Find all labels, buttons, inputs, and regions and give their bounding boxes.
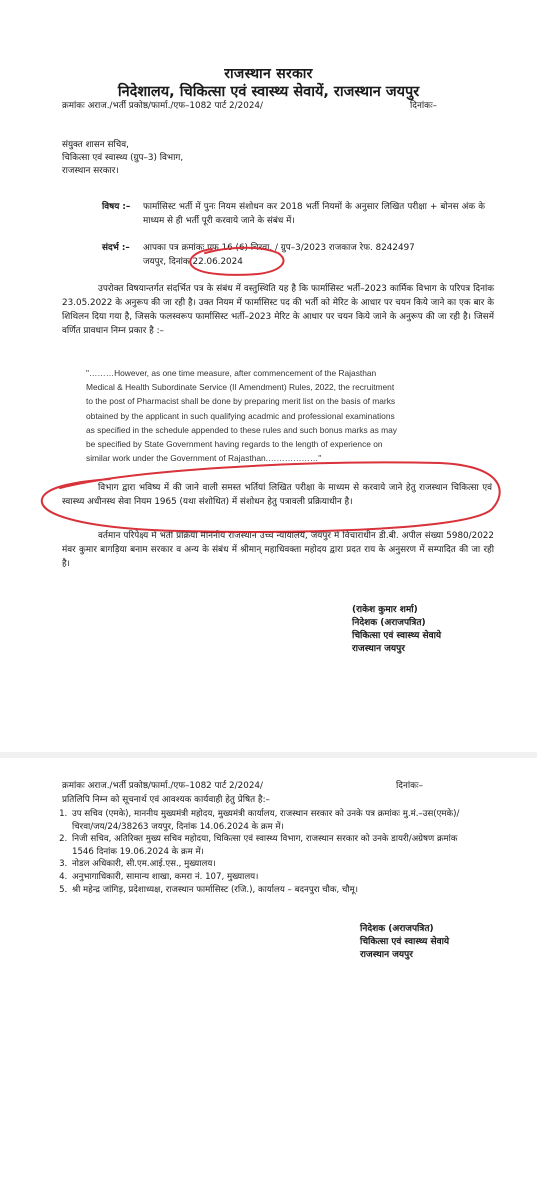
reference-line: आपका पत्र क्रमांकः एफ 16 (6) चिरवा. / ग्रुप–3/2023 राजकाज रेफ. 8242497 xyxy=(143,243,415,253)
reference-number: क्रमांकः अराज./भर्ती प्रकोष्ठ/फार्मा./एफ–1082 पार्ट 2/2024/ xyxy=(62,101,263,111)
addressee-line: राजस्थान सरकार। xyxy=(62,166,119,176)
paragraph-3: वर्तमान परिपेक्ष्य में भर्ती प्रक्रिया माननीय राजस्थान उच्च न्यायालय, जयपुर में विचाराधीन डी.बी. अपील संख्या 5980/2022 मंवर कुमार बागड़िया बनाम सरकार व अन्य के संबंध में श्रीमान् महाधिवक्ता महोदय द्वारा प्रदत राय के अनुसरण में सम्पादित की जा रही है। xyxy=(62,531,494,569)
recipient-item: 1. उप सचिव (एमके), माननीय मुख्यमंत्री महोदय, मुख्यमंत्री कार्यालय, राजस्थान सरकार को उनके पत्र क्रमांकः मु.मं.–उस(एमके)/चिरवा/जय/24/38263 जयपुर, दिनांक 14.06.2024 के क्रम में। xyxy=(70,808,463,833)
copy-page xyxy=(0,758,537,1200)
date-circle-annotation xyxy=(190,248,283,275)
copy-intro: प्रतिलिपि निम्न को सूचनार्थ एवं आवश्यक कार्यवाही हेतु प्रेषित है:– xyxy=(62,795,270,805)
date-label: दिनांकः– xyxy=(410,101,438,111)
quote-line: to the post of Pharmacist shall be done by preparing merit list on the basis of marks xyxy=(86,396,396,407)
signatory-location: राजस्थान जयपुर xyxy=(352,644,405,654)
copy-reference-number: क्रमांकः अराज./भर्ती प्रकोष्ठ/फार्मा./एफ–1082 पार्ट 2/2024/ xyxy=(62,781,263,791)
recipient-item: 4. अनुभागाधिकारी, सामान्य शाखा, कमरा नं. 107, मुख्यालय। xyxy=(70,871,463,884)
paragraph-ellipse-annotation xyxy=(42,462,500,531)
quote-line: similar work under the Government of Rajasthan.………………" xyxy=(86,453,322,464)
quote-line: "………However, as one time measure, after commencement of the Rajasthan xyxy=(86,368,377,378)
directorate-heading: निदेशालय, चिकित्सा एवं स्वास्थ्य सेवायें, राजस्थान जयपुर xyxy=(117,84,420,100)
copy-date-label: दिनांकः– xyxy=(396,781,424,791)
subject-text: फार्मासिस्ट भर्ती में पुनः नियम संशोधन कर 2018 भर्ती नियमों के अनुसार लिखित परीक्षा + बोनस अंक के माध्यम से ही भर्ती पूरी करवाये जाने के संबंध में। xyxy=(143,202,485,226)
recipient-item: 5. श्री महेन्द्र जांगिड़, प्रदेशाध्यक्ष, राजस्थान फार्मासिस्ट (रजि.), कार्यालय – बदनपुरा चौक, चौमू। xyxy=(70,884,463,897)
quote-line: Medical & Health Subordinate Service (II Amendment) Rules, 2022, the recruitment xyxy=(86,382,395,393)
signatory-title: निदेशक (अराजपत्रित) xyxy=(352,618,426,628)
quote-line: obtained by the applicant in such qualifying acadmic and professional examinations xyxy=(86,410,395,421)
recipient-item: 3. नोडल अधिकारी, सी.एम.आई.एस., मुख्यालय। xyxy=(70,858,463,871)
copy-signatory-location: राजस्थान जयपुर xyxy=(360,950,413,960)
reference-date: 22.06.2024 xyxy=(192,257,243,267)
government-name: राजस्थान सरकार xyxy=(224,66,313,82)
paragraph-1: उपरोक्त विषयान्तर्गत संदर्भित पत्र के संबंध में वस्तुस्थिति यह है कि फार्मासिस्ट भर्ती–2023 कार्मिक विभाग के परिपत्र दिनांक 23.05.2022 के अनुरूप की जा रही है। उक्त नियम में फार्मासिस्ट पद की भर्ती को मेरिट के आधार पर चयन किये जाने का एक बार के शिथिलन दिया गया है, जिसके फलस्वरूप फार्मासिस्ट भर्ती–2023 मेरिट के आधार पर चयन किये जाने के अनुरूप की जा रही है। जिसमें वर्णित प्रावधान निम्न प्रकार है :– xyxy=(62,284,494,336)
addressee-line: चिकित्सा एवं स्वास्थ्य (ग्रुप–3) विभाग, xyxy=(62,153,184,163)
signatory-name: (राकेश कुमार शर्मा) xyxy=(352,605,418,615)
recipient-list xyxy=(58,808,463,896)
copy-signatory-title: निदेशक (अराजपत्रित) xyxy=(360,924,434,934)
quote-line: be specified by State Government having regards to the length of experience on xyxy=(86,439,383,450)
copy-signature-block xyxy=(360,923,449,962)
signatory-department: चिकित्सा एवं स्वास्थ्य सेवाये xyxy=(352,631,442,641)
subject-label: विषय :– xyxy=(102,202,131,212)
reference-city-date-prefix: जयपुर, दिनांक xyxy=(143,257,190,267)
paragraph-2: विभाग द्वारा भविष्य में की जाने वाली समस्त भर्तियां लिखित परीक्षा के माध्यम से करवाये जाने हेतु राजस्थान चिकित्सा एवं स्वास्थ्य अधीनस्थ सेवा नियम 1965 (यथा संशोधित) में संशोधन हेतु पत्रावली प्रक्रियाधीन है। xyxy=(62,483,492,507)
quote-line: as specified in the schedule appended to these rules and such bonus marks as may xyxy=(86,424,397,435)
addressee-line: संयुक्त शासन सचिव, xyxy=(62,140,129,150)
copy-signatory-department: चिकित्सा एवं स्वास्थ्य सेवाये xyxy=(360,937,450,947)
reference-label: संदर्भ :– xyxy=(102,243,130,253)
recipient-item: 2. निजी सचिव, अतिरिक्त मुख्य सचिव महोदया, चिकित्सा एवं स्वास्थ्य विभाग, राजस्थान सरकार को उनके डायरी/अग्रेषण क्रमांक 1546 दिनांक 19.06.2024 के क्रम में। xyxy=(70,833,463,858)
